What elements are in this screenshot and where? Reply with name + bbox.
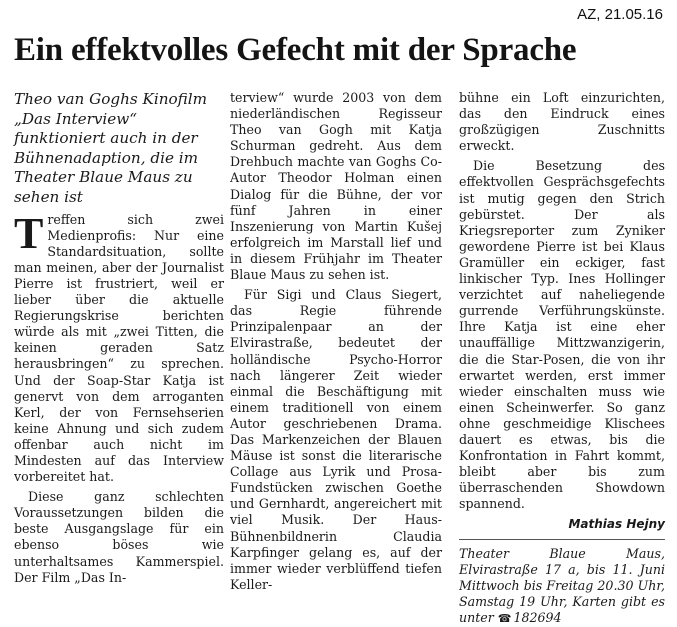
paragraph-3-continued: bühne ein Loft einzurichten, das den Eindruck eines großzügigen Zuschnitts erweckt. — [459, 90, 665, 154]
paragraph-4: Die Besetzung des effektvollen Gesprächsgefechts ist mutig gegen den Strich gebürstet. Der als Kriegsreporter zum Zyniker gewordene Pierre ist bei Klaus Gramüller ein eckiger, fast linkischer Typ. Ines Hollinger verzichtet auf naheliegende gurrende Verführungskünste. Ihre Katja ist eine eher unauffällige Mittzwanzigerin, die die Star-Posen, die von ihr erwartet werden, erst immer wieder einschalten muss wie einen Scheinwerfer. So ganz ohne geschmeidige Klischees dauert es etwas, bis die Konfrontation in Fahrt kommt, bleibt aber bis zum überraschenden Showdown spannend. — [459, 158, 665, 512]
paragraph-2-start: Diese ganz schlechten Voraussetzungen bilden die beste Ausgangslage für ein ebenso böses wie unterhaltsames Kammerspiel. Der Film „Das In- — [14, 489, 224, 585]
author-byline: Mathias Hejny — [568, 517, 665, 532]
source-date: AZ, 21.05.16 — [577, 6, 663, 23]
telephone-icon: ☎ — [497, 611, 512, 625]
lead-paragraph — [14, 208, 224, 486]
article-teaser: Theo van Goghs Kinofilm „Das Interview“ funktioniert auch in der Bühnenadaption, die im Theater Blaue Maus zu sehen ist — [14, 90, 208, 206]
venue-info-text: Theater Blaue Maus, Elvirastraße 17 a, bis 11. Juni Mittwoch bis Freitag 20.30 Uhr, Samstag 19 Uhr, Karten gibt es unter — [459, 545, 665, 625]
article-headline: Ein effektvolles Gefecht mit der Sprache — [14, 32, 577, 68]
phone-number: 182694 — [513, 609, 562, 625]
column-1 — [14, 90, 224, 590]
column-3 — [459, 90, 665, 627]
venue-info — [459, 546, 665, 627]
paragraph-2-continued: terview“ wurde 2003 von dem niederländischen Regisseur Theo van Gogh mit Katja Schurman gedreht. Aus dem Drehbuch machte van Goghs Co-Autor Theodor Holman einen Dialog für die Bühne, der vor fünf Jahren in einer Inszenierung von Martin Kušej erfolgreich im Marstall lief und in diesem Frühjahr im Theater Blaue Maus zu sehen ist. — [230, 90, 442, 283]
column-2 — [230, 90, 442, 597]
lead-text: reffen sich zwei Medienprofis: Nur eine Standardsituation, sollte man meinen, aber der Journalist Pierre ist frustriert, weil er lieber über die aktuelle Regierungskrise berichten würde als mit „zwei Titten, die keinen geraden Satz herausbringen“ zu sprechen. Und der Soap-Star Katja ist genervt von dem arroganten Kerl, der von Fernsehserien keine Ahnung und sich zudem offenbar auch nicht im Mindesten auf das Interview vorbereitet hat. — [14, 211, 224, 485]
drop-cap: T — [14, 208, 44, 258]
paragraph-3: Für Sigi und Claus Siegert, das Regie führende Prinzipalenpaar an der Elvirastraße, bedeutet der holländische Psycho-Horror nach längerer Zeit wieder einmal die Beschäftigung mit einem traditionell von einem Autor geschriebenen Drama. Das Markenzeichen der Blauen Mäuse ist sonst die literarische Collage aus Lyrik und Prosa-Fundstücken zwischen Goethe und Gernhardt, angereichert mit viel Musik. Der Haus-Bühnenbildnerin Claudia Karpfinger gelang es, auf der immer wieder verblüffend tiefen Keller- — [230, 287, 442, 592]
divider — [459, 539, 665, 540]
